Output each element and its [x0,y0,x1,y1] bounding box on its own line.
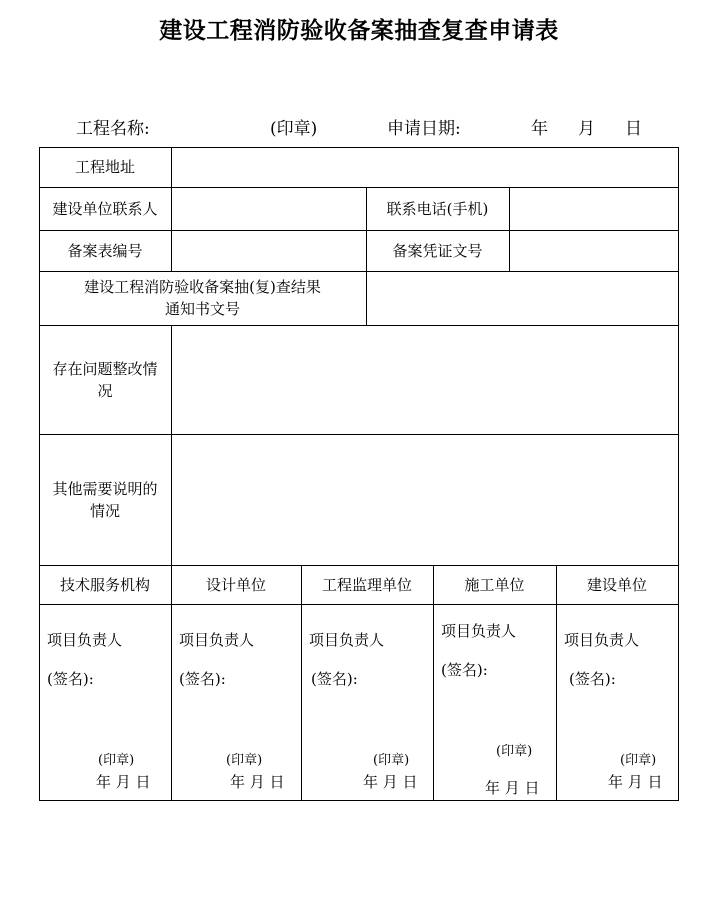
cert-no-label: 备案凭证文号 [392,241,483,260]
sign-person-label: 项目负责人 [564,631,640,649]
sign-seal-label: (印章) [620,753,657,768]
address-label: 工程地址 [74,158,135,176]
sign-date-label: 年 月 日 [485,779,540,797]
sign-signature-label[interactable]: (签名): [569,670,616,688]
unit-supervision: 工程监理单位 [321,575,412,594]
header-seal: (印章) [270,119,318,139]
sign-person-label: 项目负责人 [47,631,123,649]
date-day: 日 [625,119,642,139]
notice-no-label: 建设工程消防验收备案抽(复)查结果 通知书文号 [84,278,321,318]
project-name-label: 工程名称: [76,119,150,139]
builder-contact-field[interactable] [172,188,366,230]
sign-seal-label: (印章) [373,753,410,768]
sign-signature-label[interactable]: (签名): [441,661,488,679]
sign-seal-label: (印章) [98,753,135,768]
unit-tech-service: 技术服务机构 [59,575,150,594]
cert-no-field[interactable] [510,231,678,271]
notice-no-field[interactable] [367,272,678,325]
other-field[interactable] [172,435,678,565]
address-field[interactable] [172,148,678,187]
issues-field[interactable] [172,326,678,434]
sign-date-label: 年 月 日 [96,773,151,791]
sign-signature-label[interactable]: (签名): [179,670,226,688]
record-no-field[interactable] [172,231,366,271]
sign-signature-label[interactable]: (签名): [47,670,94,688]
sign-date-label: 年 月 日 [230,773,285,791]
sign-person-label: 项目负责人 [441,622,517,640]
apply-date-label: 申请日期: [387,119,461,139]
date-year: 年 [531,119,548,139]
unit-builder: 建设单位 [586,575,647,594]
contact-phone-field[interactable] [510,188,678,230]
sign-person-label: 项目负责人 [179,631,255,649]
record-no-label: 备案表编号 [67,241,143,260]
sign-seal-label: (印章) [496,744,533,759]
sign-person-label: 项目负责人 [309,631,385,649]
sign-date-label: 年 月 日 [363,773,418,791]
form-title: 建设工程消防验收备案抽查复查申请表 [159,17,559,44]
other-label: 其他需要说明的 情况 [52,479,158,520]
issues-label: 存在问题整改情 况 [52,359,158,400]
sign-seal-label: (印章) [226,753,263,768]
sign-date-label: 年 月 日 [608,773,663,791]
date-month: 月 [578,119,595,139]
sign-signature-label[interactable]: (签名): [311,670,358,688]
contact-phone-label: 联系电话(手机) [386,199,489,218]
unit-design: 设计单位 [205,575,266,594]
builder-contact-label: 建设单位联系人 [52,199,158,218]
unit-construction: 施工单位 [464,575,525,594]
